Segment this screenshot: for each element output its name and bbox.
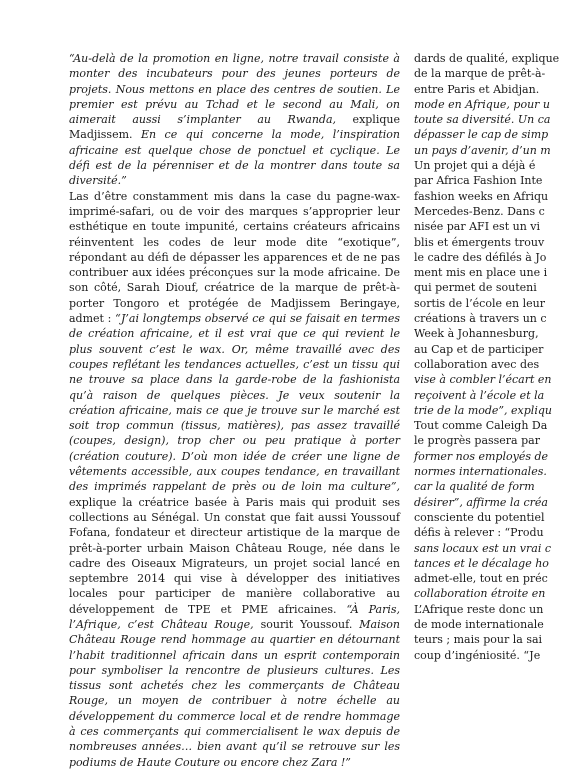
column-line: coup d’ingéniosité. “Je <box>414 648 541 662</box>
column-line: fashion weeks en Afriqu <box>414 189 549 203</box>
column-line: dépasser le cap de simp <box>414 128 549 142</box>
column-line: former nos employés de <box>414 449 549 463</box>
right-text-column-cropped <box>414 51 574 663</box>
left-text-column <box>69 51 400 770</box>
column-line: le progrès passera par <box>414 434 540 448</box>
column-line: Week à Johannesburg, <box>414 327 539 341</box>
column-line: toute sa diversité. Un ca <box>414 113 551 127</box>
column-line: reçoivent à l’école et la <box>414 388 545 402</box>
column-line: consciente du potentiel <box>414 510 545 524</box>
column-line: collaboration étroite en <box>414 587 546 601</box>
column-line: normes internationales. <box>414 465 547 479</box>
column-line: blis et émergents trouv <box>414 235 545 249</box>
column-line: le cadre des défilés à Jo <box>414 250 547 264</box>
column-line: ment mis en place une i <box>414 266 548 280</box>
quote-text: “J’ai longtemps observé ce qui se faisait en termes de création africaine, et il est vrai que ce qui revient le plus souvent c’est le wax. Or, même travaillé avec des coupes reflétant les tendances actuelles, c’est un tissu qui ne trouve sa place dans la garde-robe de la fashionista qu’à raison de quelques pièces. Je veux soutenir la création africaine, mais ce que je trouve sur le marché est soit trop commun (tissus, matières), pas assez travaillé (coupes, design), trop cher ou peu pratique à porter (création couture). D’où mon idée de créer une ligne de vêtements accessible, aux coupes tendance, en travaillant des imprimés rappelant de près ou de loin ma culture”, <box>69 312 400 494</box>
column-line: créations à travers un c <box>414 312 547 326</box>
column-line: de la marque de prêt-à- <box>414 67 546 81</box>
column-line: dards de qualité, explique <box>414 52 560 65</box>
column-line: Un projet qui a déjà é <box>414 159 536 173</box>
column-line: mode en Afrique, pour u <box>414 97 551 111</box>
column-line: car la qualité de form <box>414 480 535 494</box>
column-line: Mercedes-Benz. Dans c <box>414 204 545 218</box>
paragraph-quote-madjissem <box>69 51 400 189</box>
column-line: par Africa Fashion Inte <box>414 174 543 188</box>
body-text: Las d’être constamment mis dans la case du pagne-wax-imprimé-safari, ou de voir des marques s’approprier leur esthétique en toute impunité, certains créateurs africains réinventent les codes de leur mode dite “exotique”, répondant au défi de dépasser les apparences et de ne pas contribuer aux idées préconçues sur la mode africaine. De son côté, Sarah Diouf, créatrice de la marque de prêt-à-porter Tongoro et protégée de Madjissem Beringaye, admet : <box>69 189 400 326</box>
column-line: désirer”, affirme la créa <box>414 495 548 509</box>
column-line: au Cap et de participer <box>414 342 544 356</box>
column-line: admet-elle, tout en préc <box>414 572 548 586</box>
quote-text: “À Paris, l’Afrique, c’est Château Rouge, <box>69 602 401 631</box>
column-line: sans locaux est un vrai c <box>414 541 552 555</box>
column-line: défis à relever : “Produ <box>414 526 544 540</box>
column-line: de mode internationale <box>414 617 544 631</box>
column-line: collaboration avec des <box>414 357 540 371</box>
column-line: L’Afrique reste donc un <box>414 602 544 616</box>
column-line: tances et le décalage ho <box>414 556 549 570</box>
quote-text: En ce qui concerne la mode, l’inspiration africaine est quelque chose de ponctuel et cyclique. Le défi est de la pérenniser et de la montrer dans toute sa diversité.” <box>69 128 401 188</box>
column-line: entre Paris et Abidjan. <box>414 82 540 96</box>
body-text: explique la créatrice basée à Paris mais qui produit ses collections au Sénégal. Un constat que fait aussi Youssouf Fofana, fondateur et directeur artistique de la marque de prêt-à-porter urbain Maison Château Rouge, née dans le cadre des Oiseaux Migrateurs, un projet social lancé en septembre 2014 qui vise à développer des initiatives locales pour participer de manière collaborative au développement de TPE et PME africaines. <box>69 495 400 616</box>
column-line: sortis de l’école en leur <box>414 296 545 310</box>
quote-text: Maison Château Rouge rend hommage au quartier en détournant l’habit traditionnel africain dans un esprit contemporain pour symboliser la rencontre de plusieurs cultures. Les tissus sont achetés chez les commerçants de Château Rouge, un moyen de contribuer à notre échelle au développement du commerce local et de rendre hommage à ces commerçants qui commercialisent le wax depuis de nombreuses années… bien avant qu’il se retrouve sur les podiums de Haute Couture ou encore chez Zara !” <box>69 617 400 769</box>
column-line: trie de la mode”, expliqu <box>414 403 552 417</box>
body-text: sourit Youssouf. <box>253 617 360 631</box>
column-line: qui permet de souteni <box>414 281 537 295</box>
quote-text: “Au-delà de la promotion en ligne, notre travail consiste à monter des incubateurs pour des jeunes porteurs de projets. Nous mettons en place des centres de soutien. Le premier est prévu au Tchad et le second au Mali, on aimerait aussi s’implanter au Rwanda, <box>69 52 400 127</box>
paragraph-body <box>69 189 400 770</box>
attribution-text: explique Madjissem. <box>69 113 400 142</box>
column-line: nisée par AFI est un vi <box>414 220 541 234</box>
column-line: Tout comme Caleigh Da <box>414 419 548 433</box>
column-line: teurs ; mais pour la sai <box>414 633 543 647</box>
column-line: un pays d’avenir, d’un m <box>414 143 551 157</box>
column-line: vise à combler l’écart en <box>414 373 552 387</box>
